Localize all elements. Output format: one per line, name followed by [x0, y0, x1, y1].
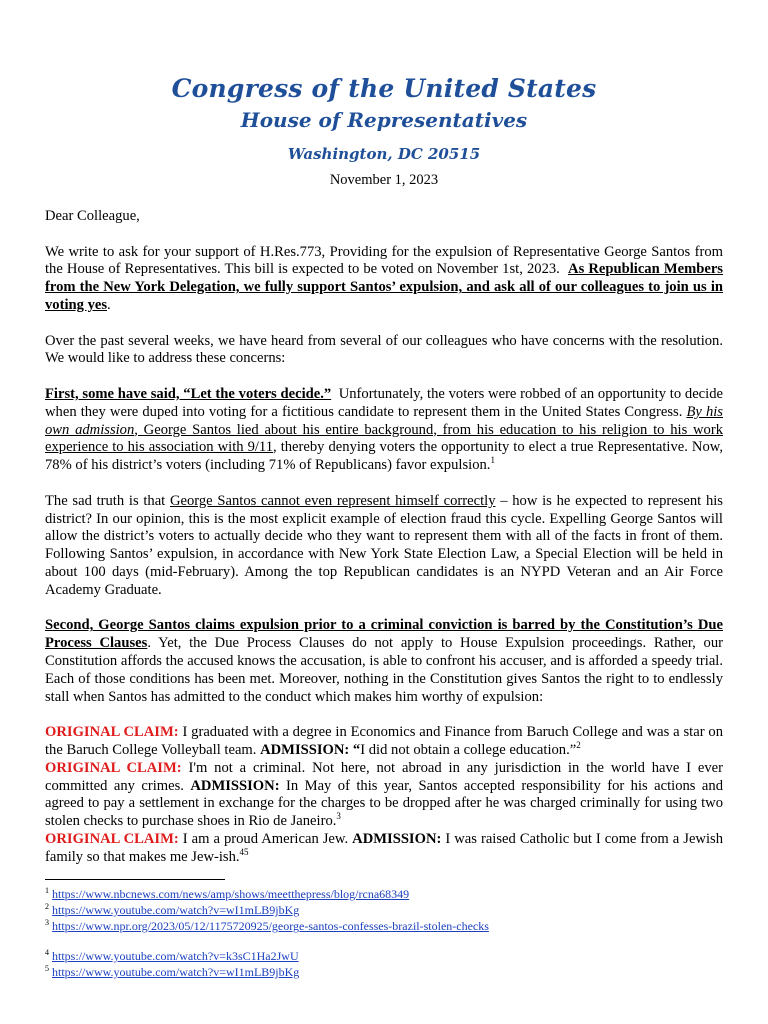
footnote-number: 2 [45, 902, 49, 911]
claim-text: I am a proud American Jew. [182, 830, 349, 847]
paragraph-first-concern [45, 386, 723, 475]
first-concern-admission-italic: By his own admission [45, 403, 723, 438]
paragraph-sad-truth [45, 493, 723, 600]
footnote-number: 1 [45, 886, 49, 895]
footnote-spacer [45, 934, 723, 948]
admission-label: ADMISSION: “ [260, 741, 361, 758]
salutation: Dear Colleague, [45, 208, 140, 224]
letterhead-address: Washington, DC 20515 [287, 145, 481, 163]
footnote-link[interactable]: https://www.youtube.com/watch?v=wI1mLB9jbKg [52, 903, 300, 917]
claim-label: ORIGINAL CLAIM: [45, 759, 182, 776]
sad-truth-text-end: – how is he expected to represent his district? In our opinion, this is the most explicit example of election fraud this cycle. Expelling George Santos will allow the district’s voters to actually decide who they want to represent them with all of the facts in front of them. Following Santos’ expulsion, in accordance with New York State Election Law, a Special Election will be held in about 100 days (mid-February). Among the top Republican candidates is an NYPD Veteran and an Air Force Academy Graduate. [45, 492, 723, 598]
request-end: . [107, 296, 111, 313]
claim-text: I'm not a criminal. Not here, not abroad in any jurisdiction in the world have I ever committed any crimes. [45, 759, 723, 794]
paragraph-second-concern [45, 617, 723, 706]
claim-text: I graduated with a degree in Economics and Finance from Baruch College and was a star on the Baruch College Volleyball team. [45, 724, 724, 758]
letterhead-congress: Congress of the United States [171, 74, 597, 103]
admission-text: I did not obtain a college education.” [360, 741, 577, 758]
claims-list [45, 724, 723, 866]
footnote-link[interactable]: https://www.youtube.com/watch?v=wI1mLB9jbKg [52, 965, 300, 979]
admission-label: ADMISSION: [190, 777, 280, 794]
letter-body [45, 208, 723, 866]
letterhead-house: House of Representatives [240, 108, 528, 132]
letter-date: November 1, 2023 [329, 172, 439, 188]
second-concern-heading: Second, George Santos claims expulsion prior to a criminal conviction is barred by the Constitution’s Due Process Clauses [45, 617, 723, 652]
footnote-link[interactable]: https://www.youtube.com/watch?v=k3sC1Ha2JwU [52, 949, 299, 963]
paragraph-request [45, 244, 723, 315]
claim-label: ORIGINAL CLAIM: [45, 830, 179, 847]
first-concern-text-end: , thereby denying voters the opportunity to elect a true Representative. Now, 78% of his district’s voters (including 71% of Republicans) favor expulsion. [45, 439, 724, 474]
footnote-item [45, 948, 723, 964]
footnote-item [45, 902, 723, 918]
footnote-ref-45[interactable]: 45 [239, 846, 249, 857]
footnote-ref-2[interactable]: 2 [576, 740, 581, 751]
footnote-ref-3[interactable]: 3 [336, 811, 341, 822]
sad-truth-underlined: George Santos cannot even represent himself correctly [169, 492, 496, 509]
paragraph-concerns: Over the past several weeks, we have heard from several of our colleagues who have concerns with the resolution. We would like to address these concerns: [45, 332, 723, 367]
footnote-number: 4 [45, 948, 49, 957]
second-concern-text: . Yet, the Due Process Clauses do not apply to House Expulsion proceedings. Rather, our Constitution affords the accused knows the accusation, is able to confront his accuser, and is afforded a speedy trial. Each of those conditions has been met. Moreover, nothing in the Constitution gives Santos the right to to endlessly stall when Santos has admitted to the conduct which makes him worthy of expulsion: [45, 635, 724, 705]
admission-text: I was raised Catholic but I come from a Jewish family so that makes me Jew-ish. [45, 830, 723, 865]
footnote-item [45, 964, 723, 980]
footnote-item [45, 918, 723, 934]
admission-text: In May of this year, Santos accepted responsibility for his actions and agreed to pay a settlement in exchange for the charges to be dropped after he was charged criminally for using two stolen checks to purchase shoes in Rio de Janeiro. [45, 777, 723, 830]
first-concern-underlined: , George Santos lied about his entire background, from his education to his religion to his work experience to his association with 9/11 [45, 421, 723, 456]
footnote-number: 5 [45, 964, 49, 973]
footnote-link[interactable]: https://www.npr.org/2023/05/12/1175720925/george-santos-confesses-brazil-stolen-checks [52, 919, 489, 933]
sad-truth-text: The sad truth is that [45, 492, 166, 509]
footnote-ref-1[interactable]: 1 [490, 455, 495, 466]
request-emphasis: As Republican Members from the New York Delegation, we fully support Santos’ expulsion, and ask all of our colleagues to join us in voting yes [45, 261, 723, 313]
footnotes [45, 886, 723, 980]
footnote-link[interactable]: https://www.nbcnews.com/news/amp/shows/meetthepress/blog/rcna68349 [52, 887, 410, 901]
admission-label: ADMISSION: [352, 830, 442, 847]
first-concern-heading: First, some have said, “Let the voters decide.” [45, 385, 332, 402]
claim-item [45, 724, 723, 760]
first-concern-text: Unfortunately, the voters were robbed of an opportunity to decide when they were duped into voting for a fictitious candidate to represent them in the United States Congress. [45, 385, 723, 420]
claim-label: ORIGINAL CLAIM: [45, 724, 179, 741]
footnote-number: 3 [45, 918, 49, 927]
claim-item [45, 831, 723, 867]
footnote-divider [45, 879, 225, 880]
request-text: We write to ask for your support of H.Res.773, Providing for the expulsion of Representative George Santos from the House of Representatives. This bill is expected to be voted on November 1st, 2023. [45, 243, 723, 278]
claim-item [45, 760, 723, 831]
footnote-item [45, 886, 723, 902]
